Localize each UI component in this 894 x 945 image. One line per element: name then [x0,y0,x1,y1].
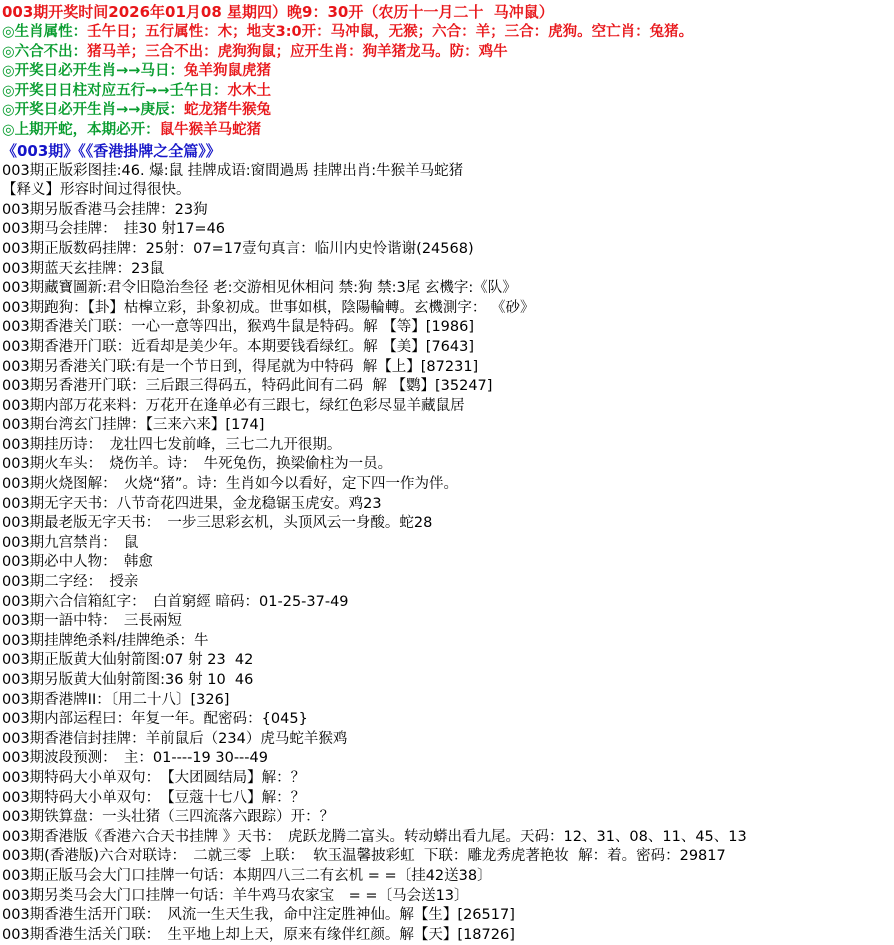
section-title: 《003期》《《香港掛牌之全篇》》 [2,141,221,160]
text-segment: 003期马会挂牌： 挂30 射17=46 [2,221,226,238]
text-line [2,651,894,671]
text-segment: ◎开奖日日柱对应五行→→壬午日： [2,82,228,99]
text-segment: 003期正版数码挂牌：25射：07=17壹句真言：临川内史怜谐谢(24568) [2,240,474,257]
text-line [2,220,894,240]
text-line [2,867,894,887]
text-segment: 003期(香港版)六合对联诗： 二就三零 上联： 软玉温馨披彩虹 下联：雕龙秀虎著艳妆 解：着。密码：29817 [2,848,726,865]
text-segment: 003期正版马会大门口挂牌一句话：本期四八三二有玄机 = =〔挂42送38〕 [2,867,492,884]
text-segment: 水木土 [227,82,271,99]
text-line [2,749,894,769]
text-line [2,416,894,436]
text-segment: 003期藏寶圖新:君令旧隐治叁径 老:交游相见休相问 禁:狗 禁:3尾 玄機字:《队》 [2,280,517,297]
text-line [2,121,894,141]
text-line [2,612,894,632]
text-segment: 003期香港生活开门联： 风流一生天生我，命中注定胜神仙。解【生】[26517] [2,907,515,924]
text-segment: 003期另版黄大仙射箭图:36 射 10 46 [2,672,254,688]
text-line [2,573,894,593]
text-line [2,62,894,82]
text-segment: ◎生肖属性： [2,24,88,40]
text-line [2,710,894,730]
text-segment: 鼠牛猴羊马蛇猪 [159,121,262,138]
text-line [2,82,894,102]
text-segment: ◎上期开蛇，本期必开： [2,121,160,138]
text-segment: ◎开奖日必开生肖→→马日： [2,63,184,80]
text-segment: ◎开奖日必开生肖→→庚辰： [2,102,184,119]
text-segment: 003期香港版《香港六合天书挂牌 》天书： 虎跃龙腾二富头。转动蟒出看九尾。天码：12、31、08、11、45、13 [2,828,747,845]
text-line [2,828,894,848]
text-line [2,808,894,828]
text-line [2,162,894,182]
draw-info-header: 003期开奖时间2026年01月08 星期四）晚9：30开（农历十一月二十 马冲鼠） [2,3,554,21]
text-segment: 003期内部运程曰：年复一年。配密码：{045} [2,711,308,728]
text-segment: 003期二字经： 授亲 [2,574,139,591]
text-segment: ◎六合不出： [2,43,88,60]
text-segment: 003期铁算盘：一头壮猪（三四流落六跟踪）开：？ [2,809,335,826]
text-line [2,926,894,945]
text-segment: 003期波段预测： 主：01----19 30---49 [2,750,268,767]
text-segment: 蛇龙猪牛猴兔 [183,102,271,119]
text-segment: 003期无字天书：八节奇花四进果，金龙稳锯玉虎安。鸡23 [2,495,382,512]
text-segment: 003期香港生活关门联： 生平地上却上天，原来有缘伴红颜。解【天】[18726] [2,926,515,943]
text-line [2,358,894,378]
text-segment: 003期内部万花来料：万花开在逢单必有三跟七，绿红色彩尽显羊藏鼠居 [2,397,465,414]
text-line [2,299,894,319]
text-line [2,495,894,515]
text-segment: 壬午日；五行属性：木；地支3:0开：马冲鼠，无猴；六合：羊；三合：虎狗。空亡肖：兔猪。 [87,24,694,40]
text-segment: 003期挂历诗： 龙壮四七发前峰，三七二九开很期。 [2,436,342,453]
text-line [2,318,894,338]
text-segment: 【释义】形容时间过得很快。 [2,182,191,199]
text-line [2,769,894,789]
text-segment: 003期挂牌绝杀料/挂牌绝杀：牛 [2,632,209,649]
text-line [2,475,894,495]
text-segment: 003期香港关门联：一心一意等四出，猴鸡牛鼠是特码。解 【等】[1986] [2,319,474,336]
text-segment: 003期最老版无字天书： 一步三思彩玄机，头顶风云一身酸。蛇28 [2,515,433,532]
text-segment: 003期香港开门联：近看却是美少年。本期要钱看绿红。解 【美】[7643] [2,338,474,355]
text-line [2,730,894,750]
text-line [2,279,894,299]
text-line [2,847,894,867]
text-segment: 003期香港信封挂牌：羊前鼠后（234）虎马蛇羊猴鸡 [2,730,348,747]
text-segment: 003期蓝天玄挂牌：23鼠 [2,260,165,277]
text-segment: 003期另类马会大门口挂牌一句话：羊牛鸡马农家宝 = =〔马会送13〕 [2,887,469,904]
text-segment: 003期正版彩图挂:46. 爆:鼠 挂牌成语:窗間過馬 挂牌出肖:牛猴羊马蛇猪 [2,162,464,179]
text-line [2,377,894,397]
text-segment: 003期跑狗：【卦】枯槹立彩，卦象初成。世事如棋，陰陽輪轉。玄機測字： 《砂》 [2,299,535,316]
text-line [2,455,894,475]
text-line [2,514,894,534]
text-line [2,906,894,926]
text-line [2,43,894,63]
text-segment: 003期另香港关门联:有是一个节日到，得尾就为中特码 解【上】[87231] [2,358,479,375]
text-line [2,887,894,907]
text-segment: 猪马羊；三合不出：虎狗狗鼠；应开生肖：狗羊猪龙马。防：鸡牛 [87,43,508,60]
text-segment: 003期特码大小单双句： 【豆蔻十七八】解：？ [2,789,306,806]
text-segment: 003期香港牌II：〔用二十八〕[326] [2,691,230,708]
text-line [2,632,894,652]
zodiac-attributes-block [2,23,894,141]
text-segment: 003期火烧图解： 火烧“猪”。诗：生肖如今以看好，定下四一作为伴。 [2,476,458,493]
text-line [2,593,894,613]
text-line [2,397,894,417]
text-segment: 003期正版黄大仙射箭图:07 射 23 42 [2,652,254,669]
text-line [2,534,894,554]
text-line [2,240,894,260]
text-segment: 兔羊狗鼠虎猪 [183,63,271,80]
text-segment: 003期另版香港马会挂牌：23狗 [2,201,208,218]
text-line [2,553,894,573]
text-segment: 003期台湾玄门挂牌：【三来六来】[174] [2,417,265,434]
text-segment: 003期九宫禁肖： 鼠 [2,534,139,551]
text-line [2,181,894,201]
text-segment: 003期另香港开门联：三后跟三得码五，特码此间有二码 解 【鹦】[35247] [2,378,493,395]
text-segment: 003期火车头： 烧伤羊。诗： 牛死兔伤，换梁偷柱为一员。 [2,456,393,473]
text-segment: 003期一語中特： 三長兩短 [2,613,182,630]
text-line [2,260,894,280]
text-line [2,671,894,691]
text-line [2,691,894,711]
text-segment: 003期六合信箱紅字： 白首窮經 暗码：01-25-37-49 [2,593,349,610]
text-segment: 003期必中人物： 韩愈 [2,554,153,571]
text-line [2,338,894,358]
text-line [2,436,894,456]
bulletin-body [2,162,894,945]
text-segment: 003期特码大小单双句： 【大团圆结局】解：？ [2,769,306,786]
text-line [2,101,894,121]
text-line [2,789,894,809]
text-line [2,23,894,43]
text-line [2,201,894,221]
